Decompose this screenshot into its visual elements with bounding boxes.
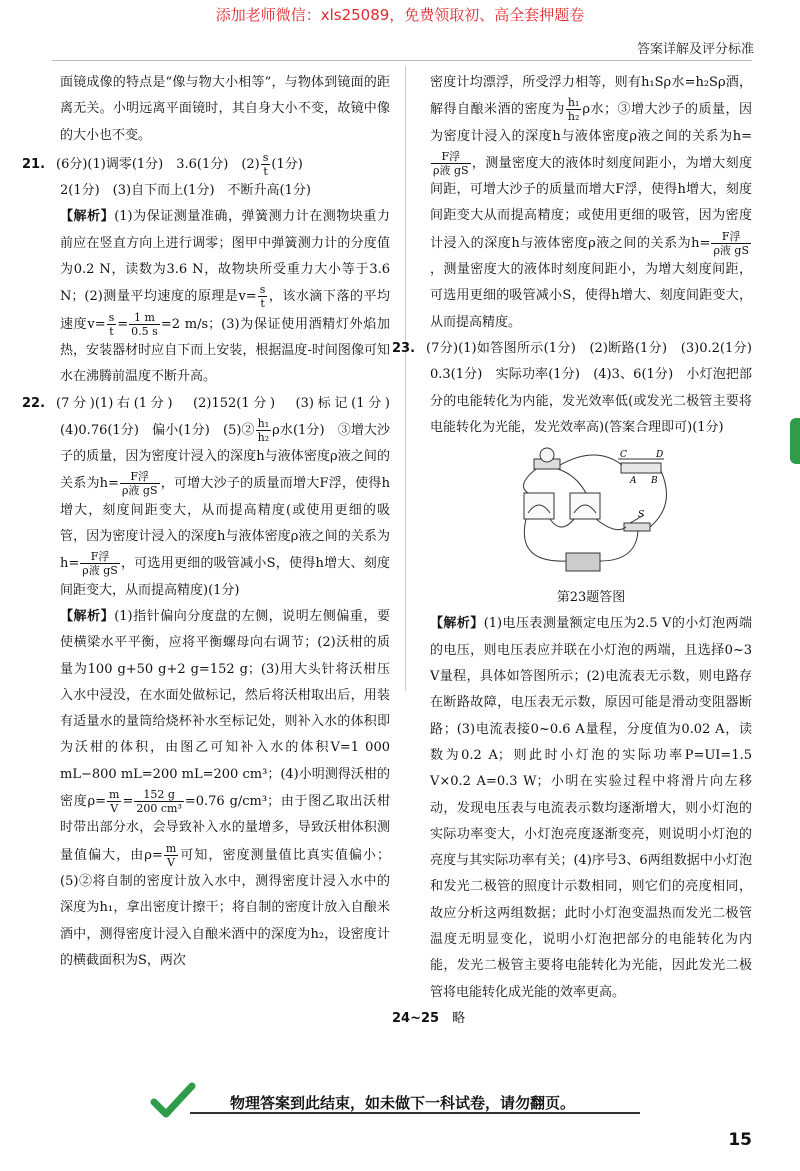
rho-water: ρ水 [272, 422, 293, 438]
analysis-label: 【解析】 [60, 209, 115, 225]
analysis-label: 【解析】 [430, 616, 484, 632]
fraction-F-over-rho-g-S [120, 470, 160, 497]
label-B: B [651, 476, 658, 487]
rho-water-r: ρ水 [582, 102, 605, 118]
fraction-F-over-rho-g-S-r [431, 150, 471, 177]
fraction-denominator: V [110, 802, 119, 816]
voltmeter-icon [524, 493, 554, 519]
figure-caption: 第23题答图 [556, 590, 626, 606]
header-divider [52, 60, 752, 61]
label-C: C [620, 450, 627, 461]
q22-analysis [60, 604, 390, 974]
fraction-numerator: h₁ [257, 416, 270, 430]
q22-analysis-text3: 可知，密度测量值比真实值偏小；(5)②将自制的密度计放入水中，测得密度计浸入水中的深度为h₁，拿出密度计擦干；将自制的密度计放入自酿米酒中，测得密度计浸入自酿米酒中的深度为h₂，设密度计的横截面积为S，两次 [60, 847, 390, 968]
fraction-h1-over-h2-r [566, 96, 582, 123]
fraction-denominator: t [109, 324, 114, 338]
fraction-denominator: t [263, 164, 268, 178]
q21-analysis-text3: =2 m/s；(3)为保证使用酒精灯外焰加热，安装器材时应自下而上安装，根据温度-时间图像可知水在沸腾前温度不断升高。 [60, 316, 390, 385]
rheostat-icon [618, 459, 664, 473]
green-side-tab [790, 418, 800, 464]
q24-25-text: 略 [452, 1010, 466, 1026]
q22-analysis-continued [430, 70, 752, 336]
fraction-denominator: t [260, 297, 265, 311]
q22-analysis-text1: (1)指针偏向分度盘的左侧，说明左侧偏重，要使横梁水平平衡，应将平衡螺母向右调节；(2)沃柑的质量为100 g+50 g+2 g=152 g；(3)用大头针将沃柑压入水中浸没，在水面处做标记，然后将沃柑取出后，用装有适量水的量筒给烧杯补水至标记处，则补入水的体积即为沃柑的体积，由图乙可知补入水的体积V=1 000 mL−800 mL=200 mL=200 cm³；(4)小明测得沃柑的密度ρ= [60, 608, 390, 810]
column-divider [405, 66, 406, 691]
fraction-denominator: ρ液 gS [713, 243, 749, 257]
fraction-numerator: m [165, 841, 177, 855]
fraction-m-over-V-2 [164, 842, 178, 869]
fraction-denominator: ρ液 gS [433, 163, 469, 177]
q21-answer-part2: (1分) [271, 156, 303, 172]
fraction-numerator: F浮 [431, 150, 471, 164]
checkmark-icon [150, 1080, 196, 1120]
q22-analysis-text2: =0.76 g/cm³；由于图乙取出沃柑时带出部分水，会导致补入水的量增多，导致沃柑体积测量值偏大，由ρ= [60, 794, 390, 863]
circuit-diagram [506, 445, 676, 585]
fraction-numerator: 152 g [134, 788, 184, 802]
fraction-numerator: s [108, 310, 115, 324]
fraction-denominator: ρ液 gS [121, 484, 158, 498]
footer-underline [190, 1112, 640, 1114]
watermark-text: 添加老师微信：xls25089，免费领取初、高全套押题卷 [215, 6, 585, 24]
ammeter-icon [570, 493, 600, 519]
footer-note: 物理答案到此结束，如未做下一科试卷，请勿翻页。 [230, 1094, 576, 1112]
q22-answer [22, 391, 404, 604]
circuit-svg [506, 445, 676, 585]
fraction-numerator: F浮 [120, 470, 160, 484]
page-number: 15 [728, 1130, 752, 1150]
q21-analysis [60, 204, 390, 390]
bulb-icon [534, 448, 560, 469]
continued-paragraph: 面镜成像的特点是“像与物大小相等”，与物体到镜面的距离无关。小明远离平面镜时，其自身大小不变，故镜中像的大小也不变。 [60, 75, 390, 143]
q22-number: 22. [22, 395, 46, 411]
right-column [392, 70, 766, 1032]
right-text3: ，测量密度大的液体时刻度间距小，为增大刻度间距，可增大沙子的质量而增大F浮，使得h增大，刻度间距变大从而提高精度；或使用更细的吸管，因为密度计浸入的深度h与液体密度ρ液之间的关系为h= [430, 155, 752, 251]
right-text4: ，测量密度大的液体时刻度间距小，为增大刻度间距，可选用更细的吸管减小S，使得h增大、刻度间距变大，从而提高精度。 [430, 262, 752, 330]
label-S: S [638, 510, 645, 521]
q24-25-number: 24~25 [392, 1010, 440, 1026]
q21-analysis-text2: ，该水滴下落的平均速度 [60, 289, 390, 332]
page-header: 答案详解及评分标准 [636, 42, 754, 57]
label-D: D [656, 450, 664, 461]
fraction-h1-over-h2 [256, 417, 272, 444]
equals-sign: = [122, 794, 134, 810]
fraction-numerator: m [109, 788, 120, 802]
fraction-denominator: h₂ [567, 110, 580, 124]
fraction-numerator: F浮 [711, 230, 751, 244]
fraction-denominator: h₂ [257, 430, 270, 444]
fraction-denominator: 0.5 s [131, 324, 158, 338]
battery-icon [566, 553, 600, 571]
switch-icon [624, 515, 650, 531]
formula-v-2: v= [87, 316, 106, 332]
q21-number: 21. [22, 156, 46, 172]
right-text2: ；③增大沙子的质量，因为密度计浸入的深度h与液体密度ρ液之间的关系为h= [430, 102, 752, 144]
q23-answer [392, 336, 766, 441]
fraction-s-over-t [261, 151, 271, 178]
fraction-numerator: F浮 [80, 550, 120, 564]
q23-analysis [430, 611, 752, 1005]
fraction-s-over-t-3 [107, 311, 117, 338]
q22-answer-part1: (7分)(1)右(1分) (2)152(1分) (3)标记(1分) (4)0.76(1分) 偏小(1分) (5)② [56, 395, 404, 438]
fraction-s-over-t-2 [258, 283, 268, 310]
fraction-numerator: s [262, 150, 269, 164]
fraction-denominator: ρ液 gS [82, 564, 118, 578]
q21-answer [22, 150, 390, 178]
q22-answer-part2: (1分) ③增大沙子的质量，因为密度计浸入的深度h与液体密度ρ液之间的关系为h= [60, 422, 390, 492]
q22-answer-part4: ，可选用更细的吸管减小S，使得h增大、刻度间距变大，从而提高精度)(1分) [60, 556, 390, 598]
q21-analysis-text1: (1)为保证测量准确，弹簧测力计在测物块重力前应在竖直方向上进行调零；图甲中弹簧测力计的分度值为0.2 N，读数为3.6 N，故物块所受重力大小等于3.6 N；(2)测量平均速度的原理是 [60, 209, 390, 305]
right-text1: 密度计均漂浮，所受浮力相等，则有h₁Sρ水=h₂Sρ酒，解得自酿米酒的密度为 [430, 75, 752, 118]
q21-answer-line2: 2(1分) (3)自下而上(1分) 不断升高(1分) [60, 183, 311, 199]
q22-answer-part3: ，可增大沙子的质量而增大F浮，使得h增大，刻度间距变大，从而提高精度(或使用更细的吸管，因为密度计浸入的深度h与液体密度ρ液之间的关系为h= [60, 476, 390, 572]
fraction-denominator: 200 cm³ [136, 802, 182, 816]
fraction-numerator: 1 m [129, 311, 160, 325]
q23-number: 23. [392, 340, 416, 356]
q23-analysis-text: (1)电压表测量额定电压为2.5 V的小灯泡两端的电压，则电压表应并联在小灯泡的两端，且选择0~3 V量程，具体如答图所示；(2)电流表无示数，则电路存在断路故障，电压表无示数，原因可能是滑动变阻器断路；(3)电流表接0~0.6 A量程，分度值为0.02 A，读数为0.2 A；则此时小灯泡的实际功率P=UI=1.5 V×0.2 A=0.3 W；小明在实验过程中将滑片向左移动，发现电压表与电流表示数均逐渐增大，则小灯泡的实际功率变大，小灯泡亮度逐渐变亮，则说明小灯泡的亮度与其实际功率有关；(4)序号3、6两组数据中小灯泡和发光二极管的照度计示数相同，则它们的亮度相同，故应分析这两组数据；此时小灯泡变温热而发光二极管温度无明显变化，说明小灯泡把部分的电能转化为内能，发光二极管主要将电能转化为光能，因此发光二极管将电能转化成光能的效率更高。 [430, 616, 752, 1000]
q23-answer-text: (7分)(1)如答图所示(1分) (2)断路(1分) (3)0.2(1分) 0.3(1分) 实际功率(1分) (4)3、6(1分) 小灯泡把部分的电能转化为内能，发光效率低(或发光二极管主要将电能转化为光能，发光效率高)(答案合理即可)(1分) [426, 340, 766, 435]
label-A: A [630, 476, 637, 487]
fraction-numerator: s [259, 283, 266, 297]
equals-sign: = [117, 316, 129, 332]
fraction-F-over-rho-g-S-r2 [711, 230, 751, 257]
q21-answer-part1: (6分)(1)调零(1分) 3.6(1分) (2) [56, 156, 260, 172]
fraction-numerator: h₁ [567, 96, 580, 110]
fraction-152g-over-200cm3 [134, 788, 184, 815]
analysis-label: 【解析】 [60, 608, 115, 624]
formula-v: v= [238, 289, 257, 305]
q24-25-answer [392, 1006, 752, 1032]
fraction-m-over-V [107, 788, 121, 815]
fraction-F-over-rho-g-S-2 [80, 550, 120, 577]
fraction-1m-over-05s [129, 311, 160, 338]
fraction-denominator: V [167, 855, 176, 869]
